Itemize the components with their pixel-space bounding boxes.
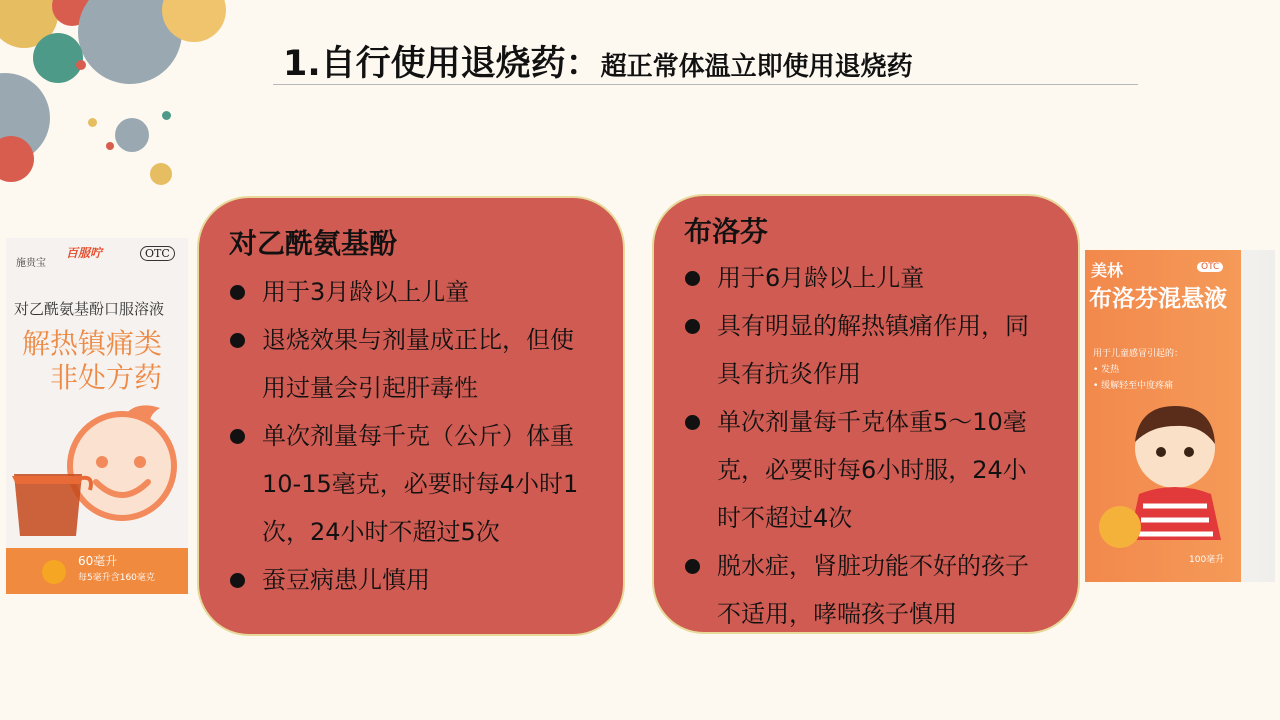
ibuprofen-card xyxy=(652,194,1080,634)
card-heading: 布洛芬 xyxy=(684,215,769,248)
box-line2-label: 非处方药 xyxy=(50,361,163,394)
card-bullet-list xyxy=(227,268,591,604)
list-item: 用于6月龄以上儿童 xyxy=(682,254,1050,302)
box-bullet-label: • 发热 xyxy=(1093,365,1120,375)
list-item: 具有明显的解热镇痛作用，同具有抗炎作用 xyxy=(682,302,1050,398)
box-volume-label: 100毫升 xyxy=(1189,555,1225,565)
ibuprofen-box-image xyxy=(1085,250,1275,582)
decor-circle xyxy=(88,118,97,127)
decor-circle xyxy=(33,33,83,83)
slide-title xyxy=(283,36,913,86)
list-item: 脱水症，肾脏功能不好的孩子不适用，哮喘孩子慎用 xyxy=(682,542,1050,638)
box-maker-label: 施贵宝 xyxy=(16,258,46,269)
list-item: 蚕豆病患儿慎用 xyxy=(227,556,591,604)
decor-circle xyxy=(150,163,172,185)
box-product-label: 布洛芬混悬液 xyxy=(1089,286,1227,312)
box-dose-label: 每5毫升含160毫克 xyxy=(78,573,155,583)
box-line1-label: 解热镇痛类 xyxy=(22,327,163,360)
list-item: 单次剂量每千克体重5～10毫克，必要时每6小时服，24小时不超过4次 xyxy=(682,398,1050,542)
decor-circle xyxy=(106,142,114,150)
orange-fruit-icon xyxy=(1099,506,1141,548)
decor-circle xyxy=(115,118,149,152)
box-volume-label: 60毫升 xyxy=(78,554,118,568)
medicine-cup-icon xyxy=(6,466,96,548)
decor-circle xyxy=(76,60,86,70)
list-item: 退烧效果与剂量成正比，但使用过量会引起肝毒性 xyxy=(227,316,591,412)
box-brand-label: 百服咛 xyxy=(66,246,103,260)
card-bullet-list xyxy=(682,254,1050,638)
box-brand-label: 美林 xyxy=(1091,261,1124,280)
orange-fruit-icon xyxy=(42,560,66,584)
box-product-label: 对乙酰氨基酚口服溶液 xyxy=(14,300,165,318)
decor-circle xyxy=(162,111,171,120)
title-underline xyxy=(273,84,1138,85)
list-item: 用于3月龄以上儿童 xyxy=(227,268,591,316)
acetaminophen-card xyxy=(197,196,625,636)
card-heading: 对乙酰氨基酚 xyxy=(229,227,398,260)
title-subtitle: 超正常体温立即使用退烧药 xyxy=(600,52,913,82)
box-bullet-label: • 缓解轻至中度疼痛 xyxy=(1093,381,1174,391)
title-main: 1.自行使用退烧药： xyxy=(283,44,601,84)
list-item: 单次剂量每千克（公斤）体重10-15毫克，必要时每4小时1次，24小时不超过5次 xyxy=(227,412,591,556)
otc-badge: OTC xyxy=(1197,262,1223,272)
box-use-label: 用于儿童感冒引起的： xyxy=(1093,349,1184,359)
otc-badge: OTC xyxy=(140,246,175,261)
acetaminophen-box-image xyxy=(6,238,188,594)
